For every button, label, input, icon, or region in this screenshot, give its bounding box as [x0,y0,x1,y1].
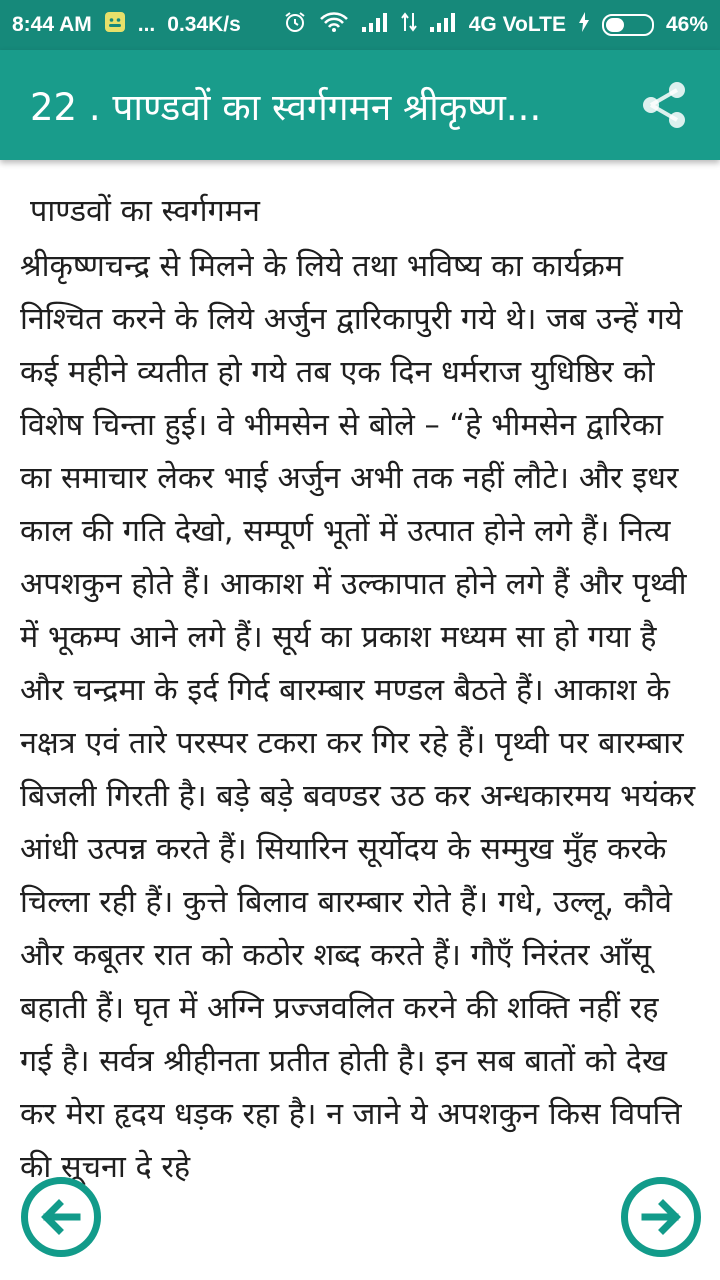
chapter-heading: पाण्डवों का स्वर्गगमन [30,194,260,229]
share-button[interactable] [636,77,692,133]
charging-icon [578,11,590,39]
network-type: 4G VoLTE [468,13,566,36]
article-content [0,160,720,1280]
arrow-right-icon [637,1193,685,1241]
wifi-icon [319,11,349,39]
article-body: श्रीकृष्णचन्द्र से मिलने के लिये तथा भविष्य का कार्यक्रम निश्चित करने के लिये अर्जुन द्वारिकापुरी गये थे। जब उन्हें गये कई महीने व्यतीत हो गये तब एक दिन धर्मराज युधिष्ठिर को विशेष चिन्ता हुई। वे भीमसेन से बोले – “हे भीमसेन द्वारिका का समाचार लेकर भाई अर्जुन अभी तक नहीं लौटे। और इधर काल की गति देखो, सम्पूर्ण भूतों में उत्पात होने लगे हैं। नित्य अपशकुन होते हैं। आकाश में उल्कापात होने लगे हैं और पृथ्वी में भूकम्प आने लगे हैं। सूर्य का प्रकाश मध्यम सा हो गया है और चन्द्रमा के इर्द गिर्द बारम्बार मण्डल बैठते हैं। आकाश के नक्षत्र एवं तारे परस्पर टकरा कर गिर रहे हैं। पृथ्वी पर बारम्बार बिजली गिरती है। बड़े बड़े बवण्डर उठ कर अन्धकारमय भयंकर आंधी उत्पन्न करते हैं। सियारिन सूर्योदय के सम्मुख मुँह करके चिल्ला रही हैं। कुत्ते बिलाव बारम्बार रोते हैं। गधे, उल्लू, कौवे और कबूतर रात को कठोर शब्द करते हैं। गौएँ निरंतर आँसू बहाती हैं। घृत में अग्नि प्रज्जवलित करने की शक्ति नहीं रह गई है। सर्वत्र श्रीहीनता प्रतीत होती है। इन सब बातों को देख कर मेरा हृदय धड़क रहा है। न जाने ये अपशकुन किस विपत्ति की सूचना दे रहे [20,249,696,1185]
arrow-left-icon [37,1193,85,1241]
data-transfer-icon [401,11,417,39]
signal-icon-2 [429,11,457,39]
more-notifications: ... [137,13,156,36]
alarm-icon [283,10,307,40]
page-title: 22 . पाण्डवों का स्वर्गगमन श्रीकृष्ण... [30,85,542,129]
signal-icon [361,11,389,39]
battery-level [606,18,624,32]
previous-button[interactable] [21,1177,101,1257]
status-bar [0,0,720,50]
status-time: 8:44 AM [12,13,92,36]
android-icon [104,11,126,39]
network-speed: 0.34K/s [167,13,241,36]
share-icon [639,80,689,130]
status-bar-left [12,11,241,39]
battery-percent: 46% [665,13,708,36]
app-bar [0,50,720,160]
status-bar-right [283,10,708,40]
battery-icon [602,14,654,36]
next-button[interactable] [621,1177,701,1257]
